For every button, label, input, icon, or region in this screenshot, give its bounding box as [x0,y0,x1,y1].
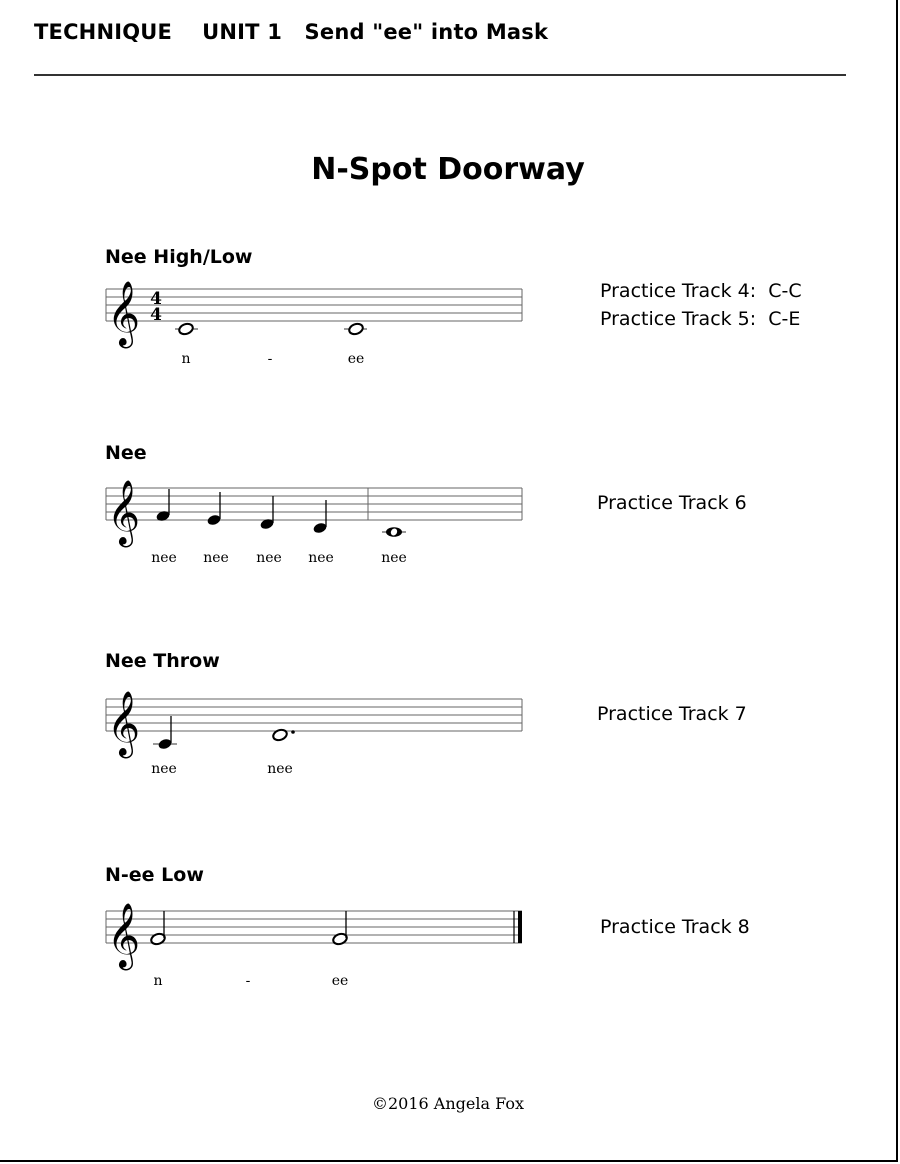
practice-track-label: Practice Track 4: C-C [600,280,802,302]
lyric: nee [308,550,334,566]
practice-track-label: Practice Track 8 [600,916,750,938]
music-staff [100,469,530,579]
lyric: nee [151,761,177,777]
time-signature [150,289,162,325]
lyric: nee [267,761,293,777]
treble-clef-icon: 𝄞 [107,691,141,756]
svg-text:4: 4 [150,305,162,325]
lyric: nee [203,550,229,566]
music-staff [100,680,530,790]
lyric: nee [151,550,177,566]
page-title: N-Spot Doorway [311,152,585,187]
treble-clef-icon: 𝄞 [107,281,141,346]
svg-text:4: 4 [150,289,162,309]
lyric: - [267,351,273,367]
practice-track-label: Practice Track 6 [597,492,747,514]
lyric: n [153,973,163,989]
exercise-title: N-ee Low [105,864,204,886]
lyric: nee [381,550,407,566]
lyric: - [245,973,251,989]
music-staff [100,270,530,380]
lyric: ee [331,973,349,989]
exercise-title: Nee [105,442,147,464]
copyright-footer: ©2016 Angela Fox [372,1094,524,1113]
practice-track-label: Practice Track 7 [597,703,747,725]
practice-track-label: Practice Track 5: C-E [600,308,801,330]
lyric: ee [347,351,365,367]
dotted-half-note [272,728,288,742]
treble-clef-icon: 𝄞 [107,903,141,968]
whole-note [386,527,402,537]
exercise-title: Nee Throw [105,650,220,672]
lyric: nee [256,550,282,566]
music-staff [100,892,530,1002]
header-divider [34,74,846,76]
treble-clef-icon: 𝄞 [107,480,141,545]
page-header: TECHNIQUE UNIT 1 Send "ee" into Mask [34,20,549,44]
exercise-title: Nee High/Low [105,246,253,268]
note [348,322,364,336]
note [178,322,194,336]
lyric: n [181,351,191,367]
